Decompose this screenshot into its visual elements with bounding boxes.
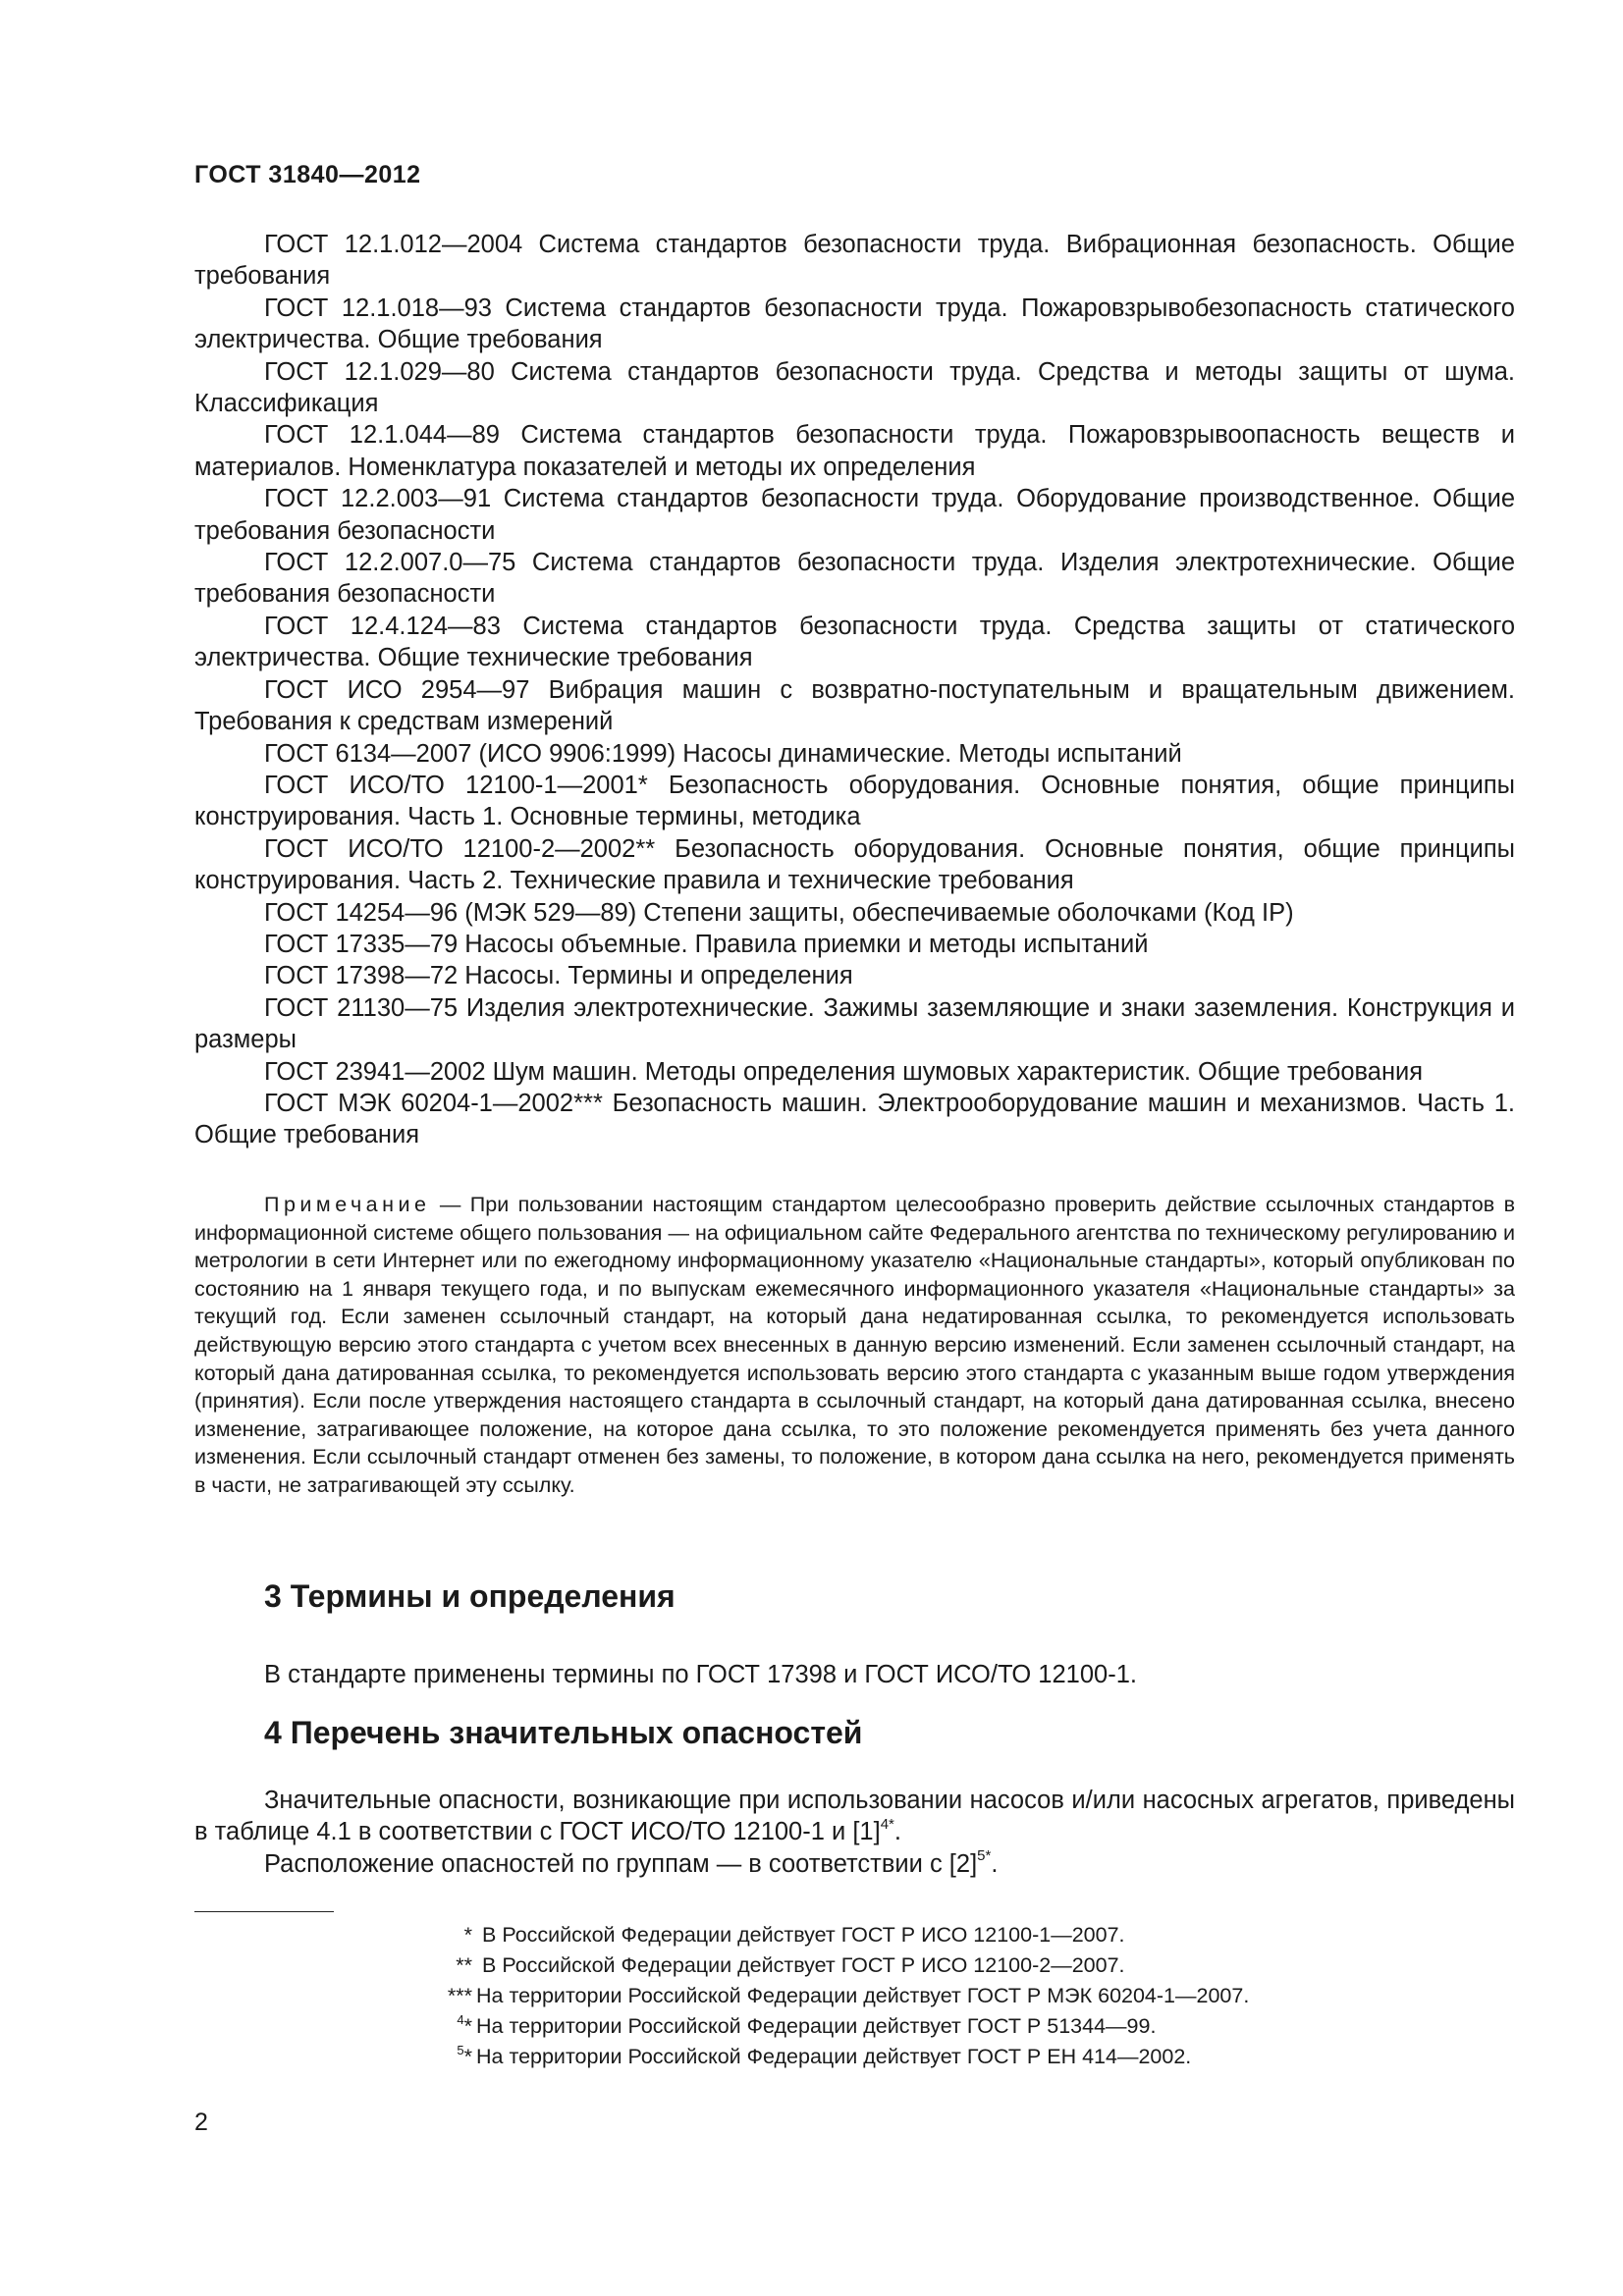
section-4-paragraph-1: Значительные опасности, возникающие при использовании насосов и/или насосных агрегатов, приведены в таблице 4.1 в соответствии с ГОСТ ИСО/ТО 12100-1 и $[1]^{4*}$. (194, 1787, 1515, 1846)
footnote-mark: *** (447, 1984, 472, 2007)
footnote-text: На территории Российской Федерации действует ГОСТ Р 51344—99. (476, 2014, 1157, 2038)
section-3-heading: 3 Термины и определения (264, 1578, 676, 1614)
footnote-text: В Российской Федерации действует ГОСТ Р ИСО 12100-2—2007. (482, 1953, 1125, 1977)
reference-item: ГОСТ 14254—96 (МЭК 529—89) Степени защиты, обеспечиваемые оболочками (Код IP) (264, 898, 1294, 927)
reference-item: ГОСТ 12.4.124—83 Система стандартов безопасности труда. Средства защиты от статического электричества. Общие технические требования (194, 612, 1515, 672)
reference-item: ГОСТ ИСО/ТО 12100-1—2001* Безопасность оборудования. Основные понятия, общие принципы конструирования. Часть 1. Основные термины, методика (194, 771, 1515, 831)
reference-item: ГОСТ 12.1.012—2004 Система стандартов безопасности труда. Вибрационная безопасность. Общие требования (194, 231, 1515, 291)
reference-item: ГОСТ 12.2.003—91 Система стандартов безопасности труда. Оборудование производственное. Общие требования безопасности (194, 485, 1515, 545)
footnotes (194, 1920, 1515, 2072)
section-4-body (194, 1785, 1515, 1880)
footnote-item: $^5$* На территории Российской Федерации действует ГОСТ Р ЕН 414—2002. (194, 2042, 1515, 2072)
footnote-mark: * (463, 1923, 472, 1947)
footnote-item (194, 1950, 1515, 1981)
footnote-item (194, 1920, 1515, 1950)
footnote-text: На территории Российской Федерации действует ГОСТ Р МЭК 60204-1—2007. (476, 1984, 1250, 2007)
section-3-body (194, 1659, 1515, 1690)
reference-item: ГОСТ 6134—2007 (ИСО 9906:1999) Насосы динамические. Методы испытаний (264, 739, 1182, 768)
footnote-mark: ** (456, 1953, 472, 1977)
footnote-text: В Российской Федерации действует ГОСТ Р ИСО 12100-1—2007. (482, 1923, 1125, 1947)
reference-item: ГОСТ 17335—79 Насосы объемные. Правила приемки и методы испытаний (264, 930, 1149, 958)
footnote-item: $^4$* На территории Российской Федерации действует ГОСТ Р 51344—99. (194, 2011, 1515, 2042)
document-header: ГОСТ 31840—2012 (194, 161, 421, 188)
footnote-text: На территории Российской Федерации действует ГОСТ Р ЕН 414—2002. (476, 2045, 1192, 2068)
normative-references-list (194, 229, 1515, 1151)
footnote-divider (194, 1911, 334, 1912)
footnote-mark: * (463, 2014, 472, 2038)
reference-item: ГОСТ 12.1.018—93 Система стандартов безопасности труда. Пожаровзрывобезопасность статического электричества. Общие требования (194, 294, 1515, 354)
section-4-paragraph-2: Расположение опасностей по группам — в соответствии с $[2]^{5*}$. (264, 1847, 999, 1878)
section-4-heading: 4 Перечень значительных опасностей (264, 1715, 863, 1750)
reference-item: ГОСТ МЭК 60204-1—2002*** Безопасность машин. Электрооборудование машин и механизмов. Часть 1. Общие требования (194, 1089, 1515, 1149)
section-3-text: В стандарте применены термины по ГОСТ 17398 и ГОСТ ИСО/ТО 12100-1. (264, 1661, 1137, 1688)
page-number: 2 (194, 2109, 208, 2136)
note-label: Примечание (264, 1193, 431, 1216)
footnote-mark: * (463, 2045, 472, 2068)
reference-item: ГОСТ 21130—75 Изделия электротехнические. Зажимы заземляющие и знаки заземления. Конструкция и размеры (194, 993, 1515, 1054)
reference-item: ГОСТ 12.1.029—80 Система стандартов безопасности труда. Средства и методы защиты от шума. Классификация (194, 357, 1515, 418)
reference-item: ГОСТ ИСО 2954—97 Вибрация машин с возвратно-поступательным и вращательным движением. Требования к средствам измерений (194, 675, 1515, 736)
reference-item: ГОСТ 12.1.044—89 Система стандартов безопасности труда. Пожаровзрывоопасность веществ и материалов. Номенклатура показателей и методы их определения (194, 421, 1515, 481)
reference-item: ГОСТ ИСО/ТО 12100-2—2002** Безопасность оборудования. Основные понятия, общие принципы конструирования. Часть 2. Технические правила и технические требования (194, 834, 1515, 895)
footnote-ref-5: 5* (977, 1847, 992, 1865)
references-note (194, 1191, 1515, 1500)
reference-item: ГОСТ 17398—72 Насосы. Термины и определения (264, 962, 853, 990)
footnote-ref-4: 4* (880, 1815, 894, 1833)
reference-item: ГОСТ 12.2.007.0—75 Система стандартов безопасности труда. Изделия электротехнические. Общие требования безопасности (194, 549, 1515, 609)
footnote-item (194, 1981, 1515, 2011)
reference-item: ГОСТ 23941—2002 Шум машин. Методы определения шумовых характеристик. Общие требования (264, 1057, 1424, 1086)
note-text: — При пользовании настоящим стандартом целесообразно проверить действие ссылочных стандартов в информационной системе общего пользования — на официальном сайте Федерального агентства по техническому регулированию и метрологии в сети Интернет или по ежегодному информационному указателю «Национальные стандарты», который опубликован по состоянию на 1 января текущего года, и по выпускам ежемесячного информационного указателя «Национальные стандарты» за текущий год. Если заменен ссылочный стандарт, на который дана недатированная ссылка, то рекомендуется использовать действующую версию этого стандарта с учетом всех внесенных в данную версию изменений. Если заменен ссылочный стандарт, на который дана датированная ссылка, то рекомендуется использовать версию этого стандарта с указанным выше годом утверждения (принятия). Если после утверждения настоящего стандарта в ссылочный стандарт, на который дана датированная ссылка, внесено изменение, затрагивающее положение, на которое дана ссылка, то это положение рекомендуется применять без учета данного изменения. Если ссылочный стандарт отменен без замены, то положение, в котором дана ссылка на него, рекомендуется применять в части, не затрагивающей эту ссылку. (194, 1193, 1515, 1497)
